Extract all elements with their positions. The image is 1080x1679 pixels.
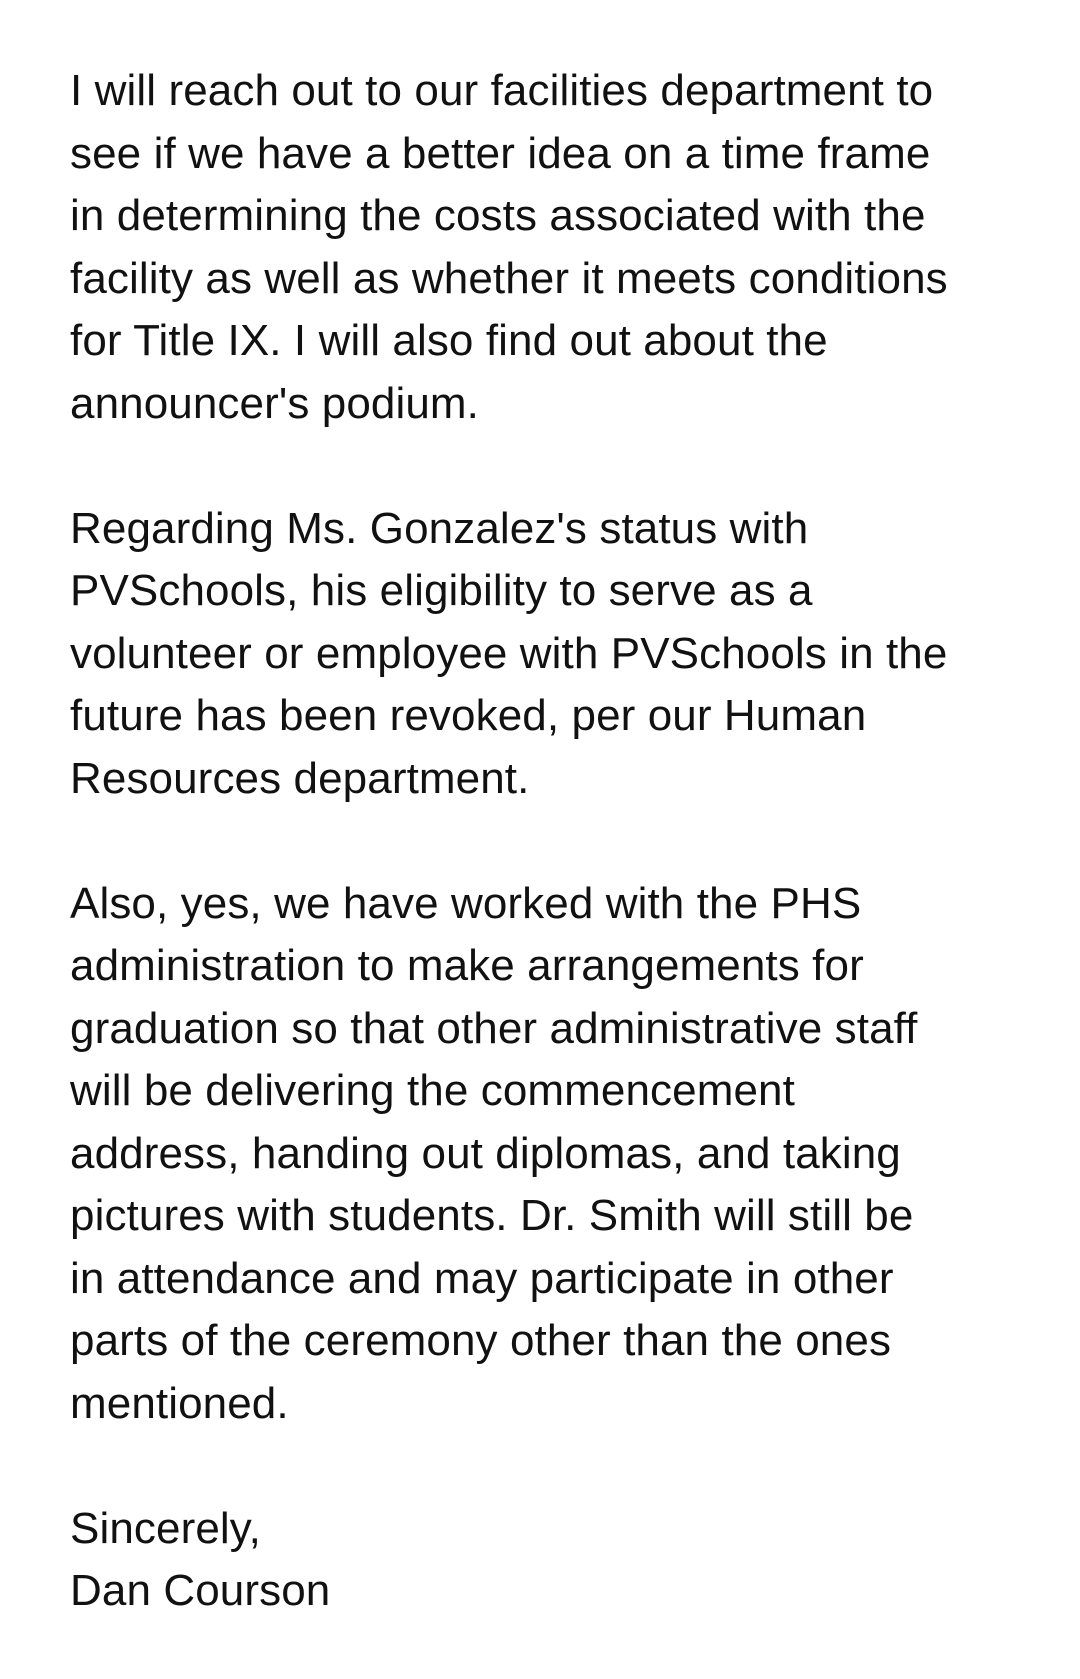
text-line: parts of the ceremony other than the ones: [70, 1316, 892, 1365]
paragraph-graduation: [70, 873, 1050, 1436]
text-line: in determining the costs associated with the: [70, 191, 926, 240]
text-line: Regarding Ms. Gonzalez's status with: [70, 503, 809, 553]
text-line: announcer's podium.: [70, 378, 480, 428]
closing-text: Sincerely,: [70, 1503, 261, 1553]
signature-name: Dan Courson: [70, 1566, 331, 1615]
text-line: Also, yes, we have worked with the PHS: [70, 878, 862, 928]
email-body: [70, 60, 1050, 1623]
text-line: volunteer or employee with PVSchools in the: [70, 628, 948, 678]
text-line: PVSchools, his eligibility to serve as a: [70, 566, 813, 615]
text-line: for Title IX. I will also find out about the: [70, 316, 828, 365]
signoff: [70, 1498, 1050, 1623]
text-line: administration to make arrangements for: [70, 941, 864, 990]
text-line: mentioned.: [70, 1378, 289, 1428]
paragraph-status: [70, 498, 1050, 811]
text-line: I will reach out to our facilities department to: [70, 66, 934, 115]
text-line: Resources department.: [70, 753, 530, 803]
paragraph-facilities: [70, 60, 1050, 435]
text-line: will be delivering the commencement: [70, 1066, 795, 1115]
text-line: facility as well as whether it meets conditions: [70, 253, 948, 303]
text-line: address, handing out diplomas, and taking: [70, 1128, 901, 1178]
text-line: future has been revoked, per our Human: [70, 691, 867, 740]
text-line: in attendance and may participate in other: [70, 1253, 894, 1303]
text-line: graduation so that other administrative staff: [70, 1003, 918, 1053]
text-line: pictures with students. Dr. Smith will still be: [70, 1191, 914, 1240]
text-line: see if we have a better idea on a time frame: [70, 128, 931, 178]
